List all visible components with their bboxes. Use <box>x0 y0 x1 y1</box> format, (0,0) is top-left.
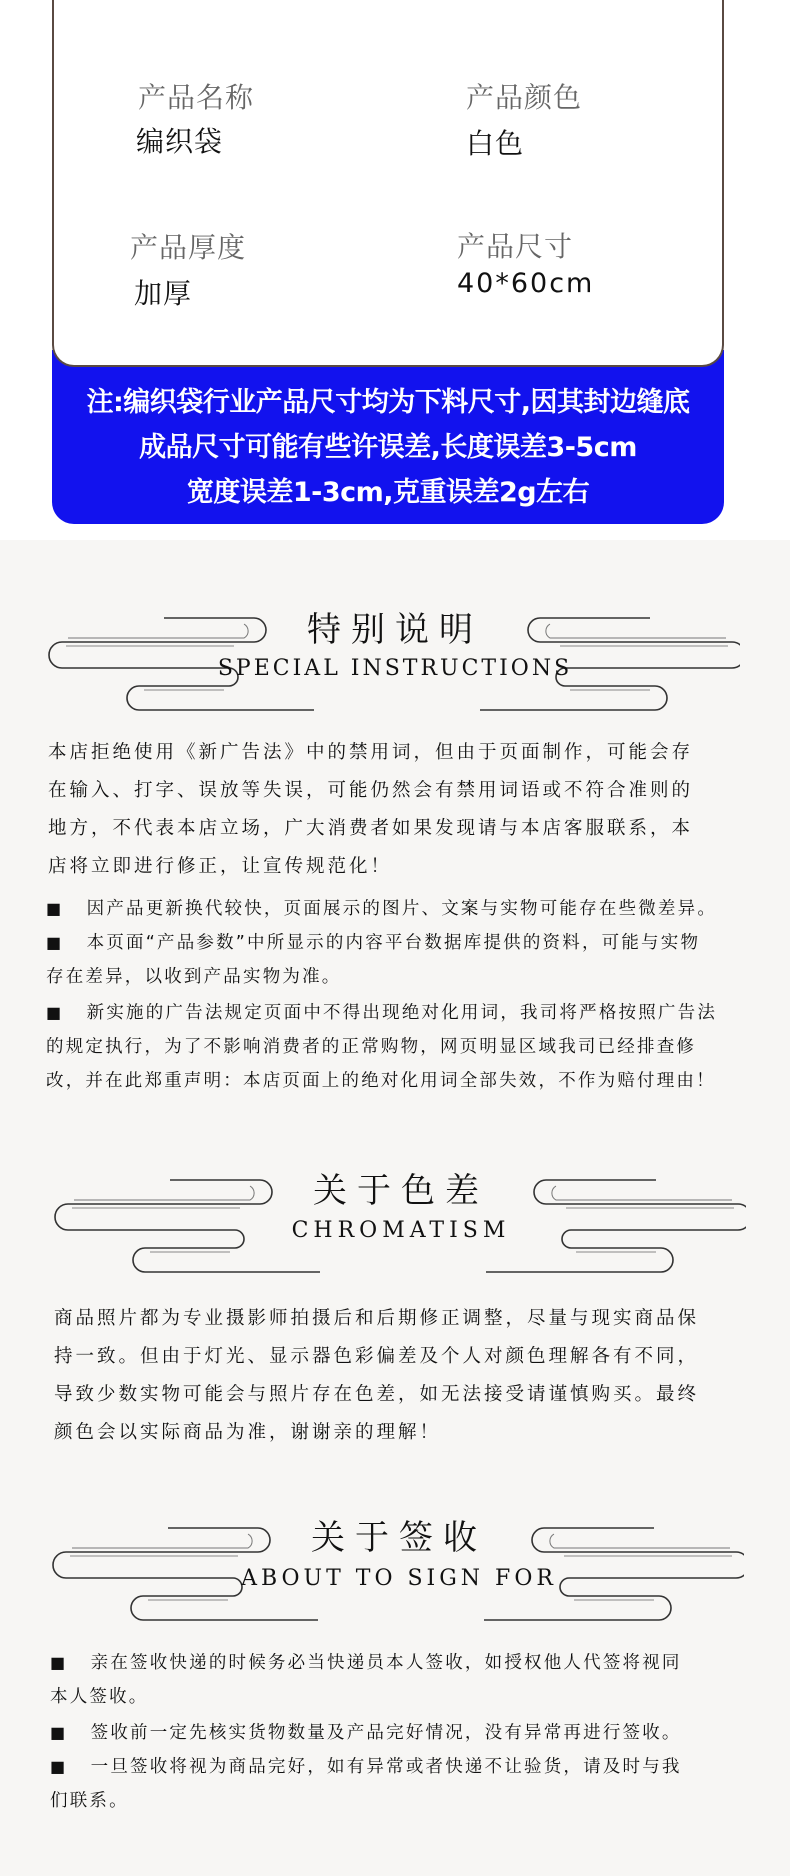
size-label: 产品尺寸 <box>457 230 574 263</box>
special-bullet-2-line-1: 本页面“产品参数”中所显示的内容平台数据库提供的资料，可能与实物 <box>86 933 701 953</box>
bullet-mark: ■ <box>46 1003 64 1022</box>
sign-bullet-1-line-2: 本人签收。 <box>50 1687 149 1707</box>
name-value: 编织袋 <box>136 125 224 158</box>
sign-bullet-3-line-1: 一旦签收将视为商品完好，如有异常或者快递不让验货，请及时与我 <box>90 1757 682 1777</box>
note-line-2: 成品尺寸可能有些许误差,长度误差3-5cm <box>139 432 637 463</box>
special-bullet-3-line-3: 改，并在此郑重声明：本店页面上的绝对化用词全部失效，不作为赔付理由！ <box>46 1071 716 1091</box>
note-line-3: 宽度误差1-3cm,克重误差2g左右 <box>186 477 590 508</box>
sign-bullet-3 <box>50 1750 750 1818</box>
special-bullet-2 <box>46 926 746 994</box>
name-label: 产品名称 <box>138 81 255 114</box>
special-bullet-3-line-2: 的规定执行，为了不影响消费者的正常购物，网页明显区域我司已经排查修 <box>46 1037 697 1057</box>
note-line-1: 注:编织袋行业产品尺寸均为下料尺寸,因其封边缝底 <box>86 387 690 418</box>
bullet-mark: ■ <box>46 933 64 952</box>
special-line-4: 店将立即进行修正，让宣传规范化！ <box>48 856 393 877</box>
chroma-line-3: 导致少数实物可能会与照片存在色差，如无法接受请谨慎购买。最终 <box>54 1384 700 1405</box>
size-note-banner <box>52 350 724 524</box>
params-card <box>52 0 724 367</box>
chroma-line-2: 持一致。但由于灯光、显示器色彩偏差及个人对颜色理解各有不同， <box>54 1346 700 1367</box>
sign-bullet-2 <box>50 1716 750 1750</box>
chroma-subtitle: CHROMATISM <box>291 1218 511 1243</box>
special-line-3: 地方，不代表本店立场，广大消费者如果发现请与本店客服联系，本 <box>48 818 694 839</box>
bullet-mark: ■ <box>46 899 64 918</box>
color-value: 白色 <box>466 127 525 160</box>
thickness-value: 加厚 <box>134 277 193 310</box>
special-paragraph <box>48 734 738 886</box>
special-line-2: 在输入、打字、误放等失误，可能仍然会有禁用词语或不符合准则的 <box>48 780 694 801</box>
chroma-line-1: 商品照片都为专业摄影师拍摄后和后期修正调整，尽量与现实商品保 <box>54 1308 700 1329</box>
special-bullet-3 <box>46 996 746 1098</box>
special-bullet-2-line-2: 存在差异，以收到产品实物为准。 <box>46 967 342 987</box>
special-bullet-3-line-1: 新实施的广告法规定页面中不得出现绝对化用词，我司将严格按照广告法 <box>86 1003 718 1023</box>
special-title: 特别说明 <box>307 610 483 650</box>
sign-title: 关于签收 <box>311 1518 487 1558</box>
bullet-mark: ■ <box>50 1653 68 1672</box>
chroma-line-4: 颜色会以实际商品为准，谢谢亲的理解！ <box>54 1422 442 1443</box>
bullet-mark: ■ <box>50 1757 68 1776</box>
product-params-section <box>0 0 790 540</box>
chroma-title: 关于色差 <box>313 1171 489 1211</box>
color-label: 产品颜色 <box>466 81 583 114</box>
info-sections <box>0 540 790 1876</box>
special-bullet-1-text: 因产品更新换代较快，页面展示的图片、文案与实物可能存在些微差异。 <box>86 899 718 919</box>
sign-subtitle: ABOUT TO SIGN FOR <box>241 1566 557 1591</box>
sign-bullet-1-line-1: 亲在签收快递的时候务必当快递员本人签收，如授权他人代签将视同 <box>90 1653 682 1673</box>
sign-bullet-3-line-2: 们联系。 <box>50 1791 129 1811</box>
special-line-1: 本店拒绝使用《新广告法》中的禁用词，但由于页面制作，可能会存 <box>48 742 694 763</box>
sign-bullet-2-text: 签收前一定先核实货物数量及产品完好情况，没有异常再进行签收。 <box>90 1723 682 1743</box>
thickness-label: 产品厚度 <box>130 231 247 264</box>
size-value: 40*60cm <box>457 268 595 299</box>
special-bullet-1 <box>46 892 746 926</box>
chroma-paragraph <box>54 1300 744 1452</box>
sign-bullet-1 <box>50 1646 750 1714</box>
bullet-mark: ■ <box>50 1723 68 1742</box>
special-subtitle: SPECIAL INSTRUCTIONS <box>217 656 573 681</box>
